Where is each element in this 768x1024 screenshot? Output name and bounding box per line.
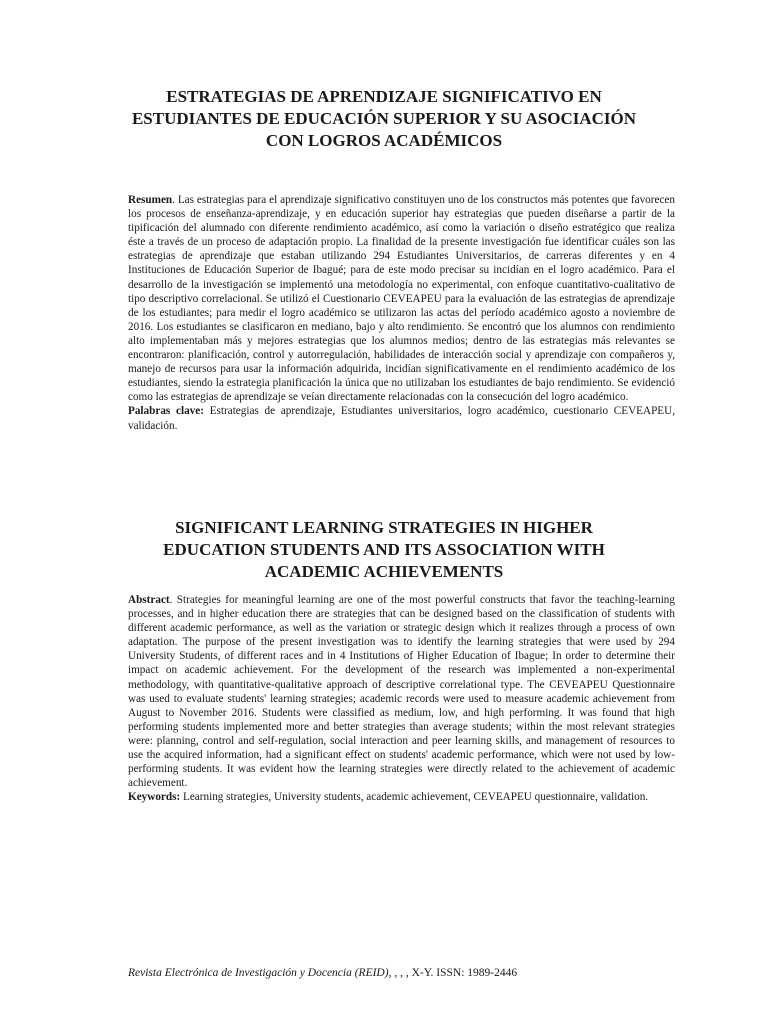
spanish-keywords — [128, 404, 675, 432]
page-footer — [128, 966, 668, 980]
english-keywords — [128, 790, 675, 804]
english-abstract-section — [128, 593, 675, 804]
english-abstract-text: . Strategies for meaningful learning are one of the most powerful constructs that favor the teaching-learning processes, and in higher education there are strategies that can be designed based on the classification of students with different academic performance, as well as the variation or strategic design which it realizes through a process of own adaptation. The purpose of the present investigation was to identify the learning strategies that were used by 294 University Students, of different races and in 4 Institutions of Higher Education of Ibague; In order to determine their impact on academic achievement. For the development of the research was implemented a non-experimental methodology, with quantitative-qualitative approach of descriptive correlational type. The CEVEAPEU Questionnaire was used to evaluate students' learning strategies; academic records were used to measure academic achievement from August to November 2016. Students were classified as medium, low, and high performing. It was found that high performing students implemented more and better strategies than average students; within the most relevant strategies were: planning, control and self-regulation, social interaction and peer learning skills, and management of resources to use the acquired information, had a significant effect on students' academic performance, which were not used by low-performing students. It was evident how the learning strategies were directly related to the achievement of academic achievement. — [128, 594, 675, 790]
spanish-abstract-text: . Las estrategias para el aprendizaje significativo constituyen uno de los constructos más potentes que favorecen los procesos de enseñanza-aprendizaje, y en educación superior hay estrategias que pueden diseñarse a partir de la tipificación del alumnado con diferente rendimiento académico, así como la variación o diseño estratégico que realiza éste a través de un proceso de adaptación propio. La finalidad de la presente investigación fue identificar cuáles son las estrategias de aprendizaje que estaban utilizando 294 Estudiantes Universitarios, de carreras diferentes y en 4 Instituciones de Educación Superior de Ibagué; para de este modo precisar su incidían en el logro académico. Para el desarrollo de la investigación se implementó una metodología no experimental, con enfoque cuantitativo-cualitativo de tipo descriptivo correlacional. Se utilizó el Cuestionario CEVEAPEU para la evaluación de las estrategias de aprendizaje de los estudiantes; para medir el logro académico se utilizaron las actas del período académico agosto a noviembre de 2016. Los estudiantes se clasificaron en mediano, bajo y alto rendimiento. Se encontró que los alumnos con rendimiento alto implementaban más y mejores estrategias que los alumnos medios; dentro de las estrategias más relevantes se encontraron: planificación, control y autorregulación, habilidades de interacción social y aprendizaje con compañeros y, manejo de recursos para usar la información adquirida, incidían significativamente en el rendimiento académico de los estudiantes, siendo la estrategia planificación la única que no utilizaban los estudiantes de bajo rendimiento. Se evidenció como las estrategias de aprendizaje se veían directamente relacionadas con la consecución del logro académico. — [128, 194, 675, 404]
english-abstract — [128, 593, 675, 790]
spanish-keywords-label: Palabras clave: — [128, 405, 204, 418]
spanish-title: ESTRATEGIAS DE APRENDIZAJE SIGNIFICATIVO EN ESTUDIANTES DE EDUCACIÓN SUPERIOR Y SU ASOCIACIÓN CON LOGROS ACADÉMICOS — [131, 87, 637, 150]
english-keywords-label: Keywords: — [128, 791, 181, 804]
spanish-abstract-section — [128, 193, 675, 433]
footer-journal: Revista Electrónica de Investigación y Docencia (REID) — [128, 967, 389, 979]
spanish-keywords-text: Estrategias de aprendizaje, Estudiantes universitarios, logro académico, cuestionario CEVEAPEU, validación. — [128, 405, 676, 432]
english-keywords-text: Learning strategies, University students, academic achievement, CEVEAPEU questionnaire, validation. — [180, 791, 649, 804]
english-abstract-label: Abstract — [128, 594, 170, 606]
spanish-abstract-label: Resumen — [128, 194, 173, 206]
spanish-abstract — [128, 193, 675, 404]
english-title: SIGNIFICANT LEARNING STRATEGIES IN HIGHER EDUCATION STUDENTS AND ITS ASSOCIATION WITH ACADEMIC ACHIEVEMENTS — [163, 518, 605, 581]
footer-details: , , , , X-Y. ISSN: 1989-2446 — [388, 967, 518, 979]
